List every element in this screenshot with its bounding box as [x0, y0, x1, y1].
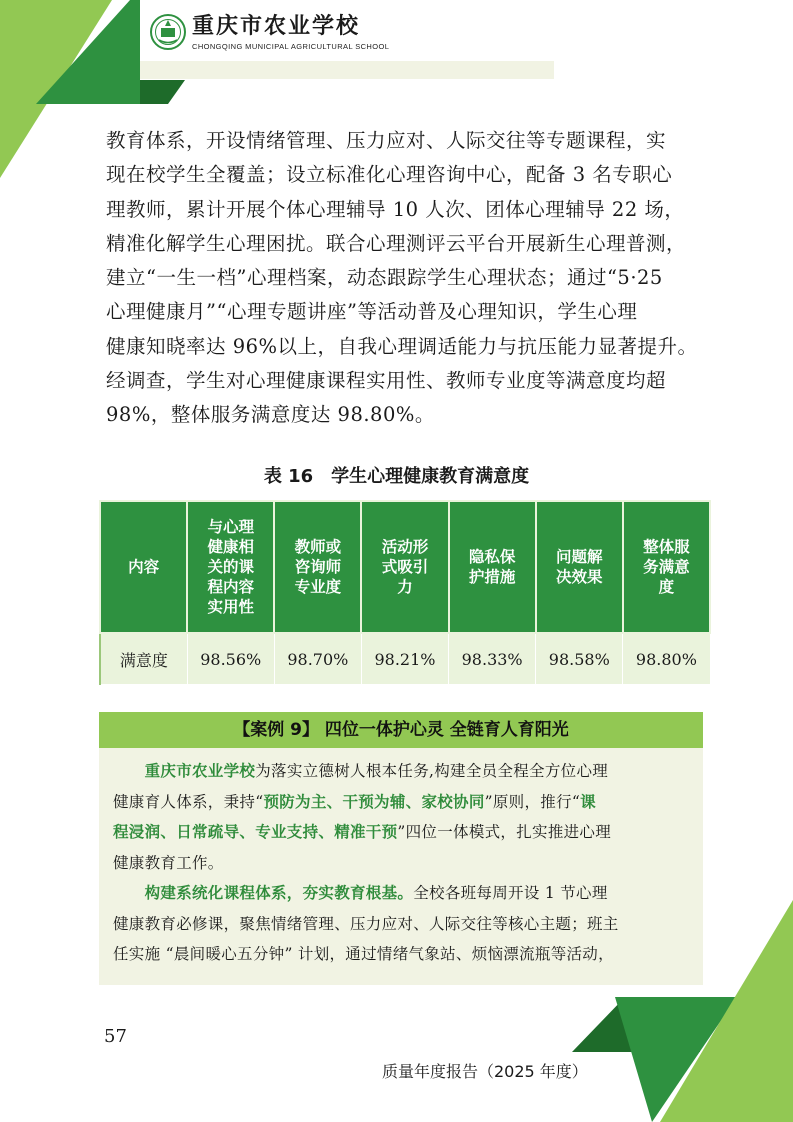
header-cell: 活动形 式吸引 力 [361, 501, 448, 633]
header-cell: 整体服 务满意 度 [623, 501, 710, 633]
body-paragraph [106, 124, 710, 433]
table-cell: 98.70% [274, 633, 361, 685]
table-caption: 表 16 学生心理健康教育满意度 [263, 466, 530, 487]
case-title: 【案例 9】 四位一体护心灵 全链育人育阳光 [99, 712, 703, 748]
body-line: 理教师，累计开展个体心理辅导 10 人次、团体心理辅导 22 场， [106, 197, 685, 221]
table-cell: 98.80% [623, 633, 710, 685]
table-cell: 98.33% [449, 633, 536, 685]
body-line: 98%，整体服务满意度达 98.80%。 [106, 403, 435, 427]
body-line: 心理健康月”“心理专题讲座”等活动普及心理知识，学生心理 [106, 300, 638, 324]
case-line: 任实施 “晨间暖心五分钟” 计划，通过情绪气象站、烦恼漂流瓶等活动， [113, 945, 614, 963]
body-line: 建立“一生一档”心理档案，动态跟踪学生心理状态；通过“5·25 [106, 266, 663, 290]
satisfaction-table [99, 500, 711, 685]
body-line: 现在校学生全覆盖；设立标准化心理咨询中心，配备 3 名专职心 [106, 163, 673, 187]
report-title: 质量年度报告（2025 年度） [382, 1062, 588, 1081]
case-body [99, 748, 703, 970]
case-line: 健康育人体系，秉持“预防为主、干预为辅、家校协同”原则，推行“课 [113, 791, 596, 811]
header-cell: 内容 [100, 501, 187, 633]
table-row [100, 633, 710, 685]
table-cell: 98.56% [187, 633, 274, 685]
top-left-dark-triangle [140, 80, 185, 104]
case-line: 健康教育工作。 [113, 853, 224, 872]
header-cell: 问题解 决效果 [536, 501, 623, 633]
header-cell: 与心理 健康相 关的课 程内容 实用性 [187, 501, 274, 633]
body-line: 教育体系，开设情绪管理、压力应对、人际交往等专题课程，实 [106, 129, 667, 152]
header-cell: 教师或 咨询师 专业度 [274, 501, 361, 633]
table-cell: 满意度 [100, 633, 187, 685]
body-line: 精准化解学生心理困扰。联合心理测评云平台开展新生心理普测， [106, 231, 687, 255]
page-number: 57 [104, 1026, 127, 1047]
case-line: 程浸润、日常疏导、专业支持、精准干预”四位一体模式，扎实推进心理 [113, 822, 612, 841]
case-line: 构建系统化课程体系，夯实教育根基。全校各班每周开设 1 节心理 [144, 883, 608, 902]
case-study-box [99, 712, 703, 985]
table-cell: 98.58% [536, 633, 623, 685]
header-cell: 隐私保 护措施 [449, 501, 536, 633]
body-line: 经调查，学生对心理健康课程实用性、教师专业度等满意度均超 [106, 369, 667, 393]
table-header-row [100, 501, 710, 633]
school-name-cn: 重庆市农业学校 [192, 14, 361, 39]
header-band [140, 61, 554, 79]
case-line: 健康教育必修课，聚焦情绪管理、压力应对、人际交往等核心主题；班主 [113, 914, 619, 933]
school-emblem-icon [150, 14, 186, 50]
school-name-en: CHONGQING MUNICIPAL AGRICULTURAL SCHOOL [192, 42, 390, 51]
case-line: 重庆市农业学校为落实立德树人根本任务,构建全员全程全方位心理 [144, 761, 609, 780]
table-cell: 98.21% [361, 633, 448, 685]
body-line: 健康知晓率达 96%以上，自我心理调适能力与抗压能力显著提升。 [106, 334, 698, 358]
